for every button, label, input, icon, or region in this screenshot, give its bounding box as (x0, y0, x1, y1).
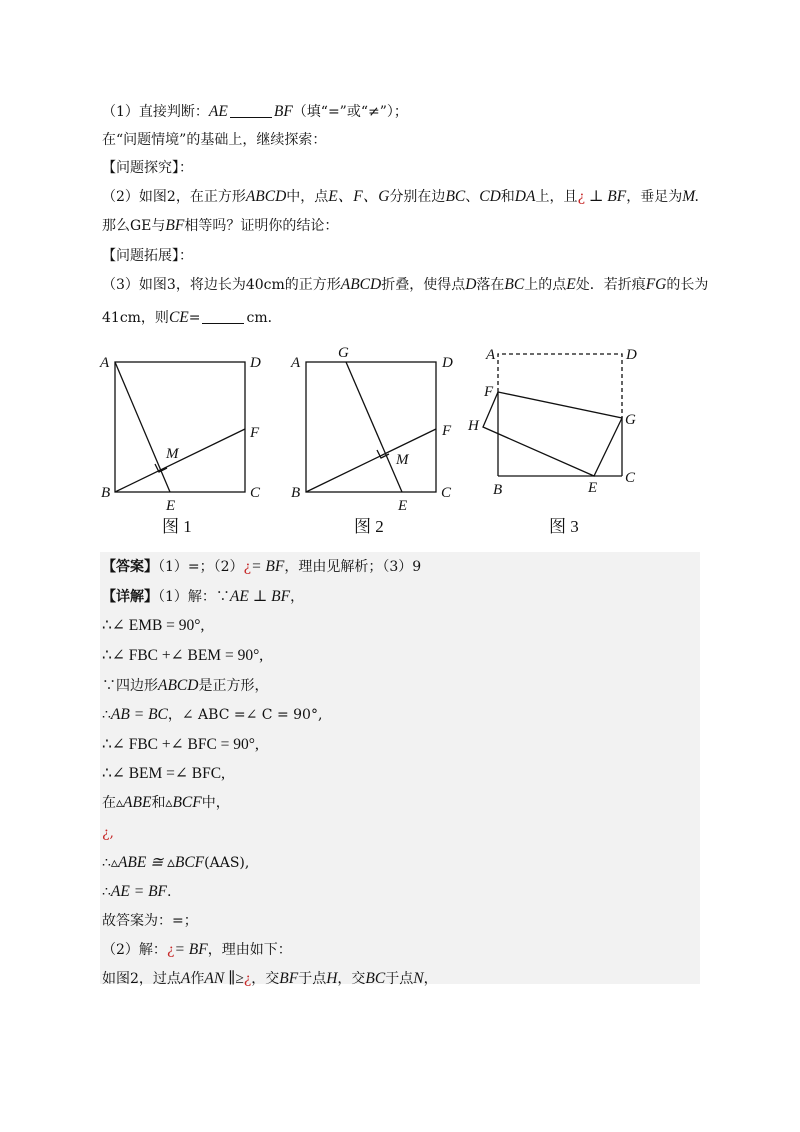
solution-l11b: . (167, 884, 172, 900)
q3-mid4: 处．若折痕 (575, 277, 646, 293)
q1-ae: AE (208, 103, 228, 120)
q3-tail: 的长为 (666, 277, 709, 293)
question-2 (102, 187, 699, 207)
question-3-line2 (102, 308, 282, 328)
solution-line-7: ∴∠ BEM =∠ BFC, (102, 765, 225, 782)
fig2-square (306, 362, 436, 492)
fig3-label-f: F (484, 384, 494, 400)
solution-l14m3: BF (279, 970, 299, 987)
solution-l5a: ∴ (102, 707, 111, 723)
solution-l14f: 于点 (385, 971, 414, 987)
fig3-folded-flap (483, 392, 622, 476)
q2-points: E、F、G (328, 188, 390, 205)
solution-l13a: （2）解： (102, 942, 167, 958)
q1-hint: （填“=”或“≠”）； (292, 104, 408, 120)
solution-line-11 (102, 882, 171, 902)
fig3-caption: 图 3 (549, 517, 579, 536)
answer-header: 【答案】 (102, 559, 158, 575)
fig1-caption: 图 1 (162, 517, 192, 536)
q3-prefix: （3）如图3，将边长为40cm的正方形 (102, 277, 341, 293)
q2-da: DA (514, 188, 536, 205)
fig1-label-d: D (250, 355, 261, 371)
q3-line2-pre: 41cm，则 (102, 310, 169, 326)
fig2-label-b: B (291, 485, 301, 501)
q3-abcd: ABCD (340, 276, 382, 293)
solution-l14g: ¿ (243, 971, 252, 987)
fig3-label-b: B (493, 482, 503, 498)
solution-l11a: ∴ (102, 884, 111, 900)
q2-glyph: ¿ (577, 189, 585, 205)
context-line: 在“问题情境”的基础上，继续探索： (102, 132, 327, 148)
solution-l4a: ∵四边形 (102, 678, 158, 694)
fig3-dashed-top (498, 354, 622, 418)
fig1-label-c: C (250, 485, 261, 501)
q2-mid1: 中，点 (286, 189, 329, 205)
answer-part1: （1）=；（2） (158, 559, 244, 575)
solution-l10a: ∴▵ (102, 855, 118, 871)
solution-l10b: (AAS), (204, 855, 250, 871)
answer-part3: ，理由见解析；（3）9 (284, 559, 422, 575)
figure-3 (483, 354, 622, 476)
q2-prefix: （2）如图2，在正方形 (102, 189, 246, 205)
solution-l8c: 中， (201, 795, 230, 811)
q2-cd: CD (479, 188, 501, 205)
fig1-square (115, 362, 245, 492)
q3-e: E (566, 276, 576, 293)
q2-m: M. (682, 188, 700, 205)
solution-line-8 (102, 793, 230, 813)
q3-bc: BC (504, 276, 525, 293)
solution-l14m5: BC (365, 970, 386, 987)
solution-l14c: ，交 (251, 971, 280, 987)
q3-fg: FG (645, 276, 667, 293)
solution-l14m1: A (180, 970, 191, 987)
solution-l8m1: ABE (123, 794, 152, 811)
solution-l14e: ，交 (337, 971, 366, 987)
fig2-caption: 图 2 (354, 517, 384, 536)
solution-l13m: = BF (174, 941, 208, 958)
question-2-line2 (102, 216, 338, 236)
fig1-label-b: B (101, 485, 111, 501)
figure-1 (115, 362, 245, 492)
fig3-label-c: C (625, 470, 636, 486)
q2-mid3: 上，且 (535, 189, 578, 205)
fig3-label-h: H (468, 418, 479, 434)
solution-line-14 (102, 969, 438, 989)
solution-line-12: 故答案为：=； (102, 913, 198, 929)
q3-mid2: 落在 (476, 277, 505, 293)
fig1-label-m: M (166, 446, 179, 462)
q2-tail: ，垂足为 (626, 189, 683, 205)
fig2-line-ge (346, 362, 402, 492)
fig3-label-g: G (625, 412, 636, 428)
q3-blank (202, 309, 244, 324)
q1-blank (230, 103, 272, 118)
question-1 (102, 102, 408, 122)
solution-l4m: ABCD (158, 677, 199, 694)
solution-line-10 (102, 853, 249, 873)
solution-l13b: ，理由如下： (207, 942, 292, 958)
fig1-line-bf (115, 429, 245, 492)
solution-s1m: AE ⊥ BF (229, 588, 291, 605)
q2-bc: BC (445, 188, 466, 205)
fig2-label-m: M (396, 452, 409, 468)
solution-l4b: 是正方形， (198, 678, 269, 694)
solution-l14g2: ， (423, 971, 438, 987)
figures (0, 340, 800, 550)
answer-glyph: ¿ (243, 559, 252, 575)
q3-eq: = (188, 310, 201, 326)
fig2-label-d: D (442, 355, 453, 371)
q2-abcd: ABCD (245, 188, 287, 205)
fig3-label-a: A (486, 347, 496, 363)
fig3-label-e: E (588, 480, 598, 496)
fig1-line-ae (115, 362, 170, 492)
solution-header: 【详解】 (102, 589, 158, 605)
solution-l8m2: BCF (172, 794, 202, 811)
solution-line-3: ∴∠ FBC +∠ BEM = 90°, (102, 647, 264, 664)
solution-l8b: 和▵ (151, 795, 173, 811)
extend-header: 【问题拓展】： (102, 248, 193, 264)
solution-s1t: ， (290, 589, 305, 605)
q2-line2-tail: 相等吗？证明你的结论： (184, 218, 339, 234)
q2-line2: 那么GE与 (102, 218, 166, 234)
solution-l14a: 如图2，过点 (102, 971, 181, 987)
solution-l14m4: H (326, 970, 338, 987)
solution-l5m: AB = BC (110, 706, 168, 723)
fig1-label-f: F (250, 425, 260, 441)
fig2-label-g: G (338, 345, 349, 361)
fig2-label-f: F (442, 423, 452, 439)
fig2-label-a: A (291, 355, 301, 371)
fig2-line-bf (306, 429, 436, 492)
solution-l14m6: N (413, 970, 424, 987)
solution-line-2: ∴∠ EMB = 90°, (102, 617, 205, 634)
explore-header: 【问题探究】： (102, 160, 193, 176)
fig2-label-c: C (441, 485, 452, 501)
solution-l13g: ¿ (166, 942, 175, 958)
solution-l14b: 作 (190, 971, 205, 987)
q3-mid1: 折叠，使得点 (381, 277, 466, 293)
solution-s1: （1）解：∵ (158, 589, 230, 605)
solution-l8a: 在▵ (102, 795, 124, 811)
q2-mid2: 分别在边 (389, 189, 446, 205)
question-3 (102, 275, 708, 295)
answer-part2: = BF (251, 558, 285, 575)
solution-l14m2: AN ∥≥ (204, 970, 244, 987)
fig1-label-e: E (166, 498, 176, 514)
solution-l5b: ，∠ ABC =∠ C = 90°, (167, 707, 323, 723)
q2-perp: ⊥ BF (584, 188, 627, 205)
solution-line-9: ¿, (102, 825, 114, 841)
q2-line2-bf: BF (165, 217, 185, 234)
fig1-label-a: A (100, 355, 110, 371)
answer-line (102, 557, 421, 577)
q3-ce: CE (168, 309, 189, 326)
q3-unit: cm． (246, 310, 282, 326)
fig2-label-e: E (398, 498, 408, 514)
q1-prefix: （1）直接判断： (102, 104, 209, 120)
solution-l11m: AE = BF (110, 883, 168, 900)
solution-line-13 (102, 940, 292, 960)
solution-line-5 (102, 705, 322, 725)
solution-line-6: ∴∠ FBC +∠ BFC = 90°, (102, 736, 259, 753)
q3-d: D (465, 276, 477, 293)
q3-mid3: 上的点 (524, 277, 567, 293)
solution-l14d: 于点 (298, 971, 327, 987)
fig3-label-d: D (626, 347, 637, 363)
figure-2 (306, 362, 436, 492)
q1-bf: BF (273, 103, 293, 120)
solution-line-1 (102, 587, 304, 607)
q2-and: 和 (500, 189, 515, 205)
solution-line-4 (102, 676, 268, 696)
solution-l10m: ABE ≅ ▵BCF (117, 854, 205, 871)
q2-sep: 、 (465, 189, 480, 205)
